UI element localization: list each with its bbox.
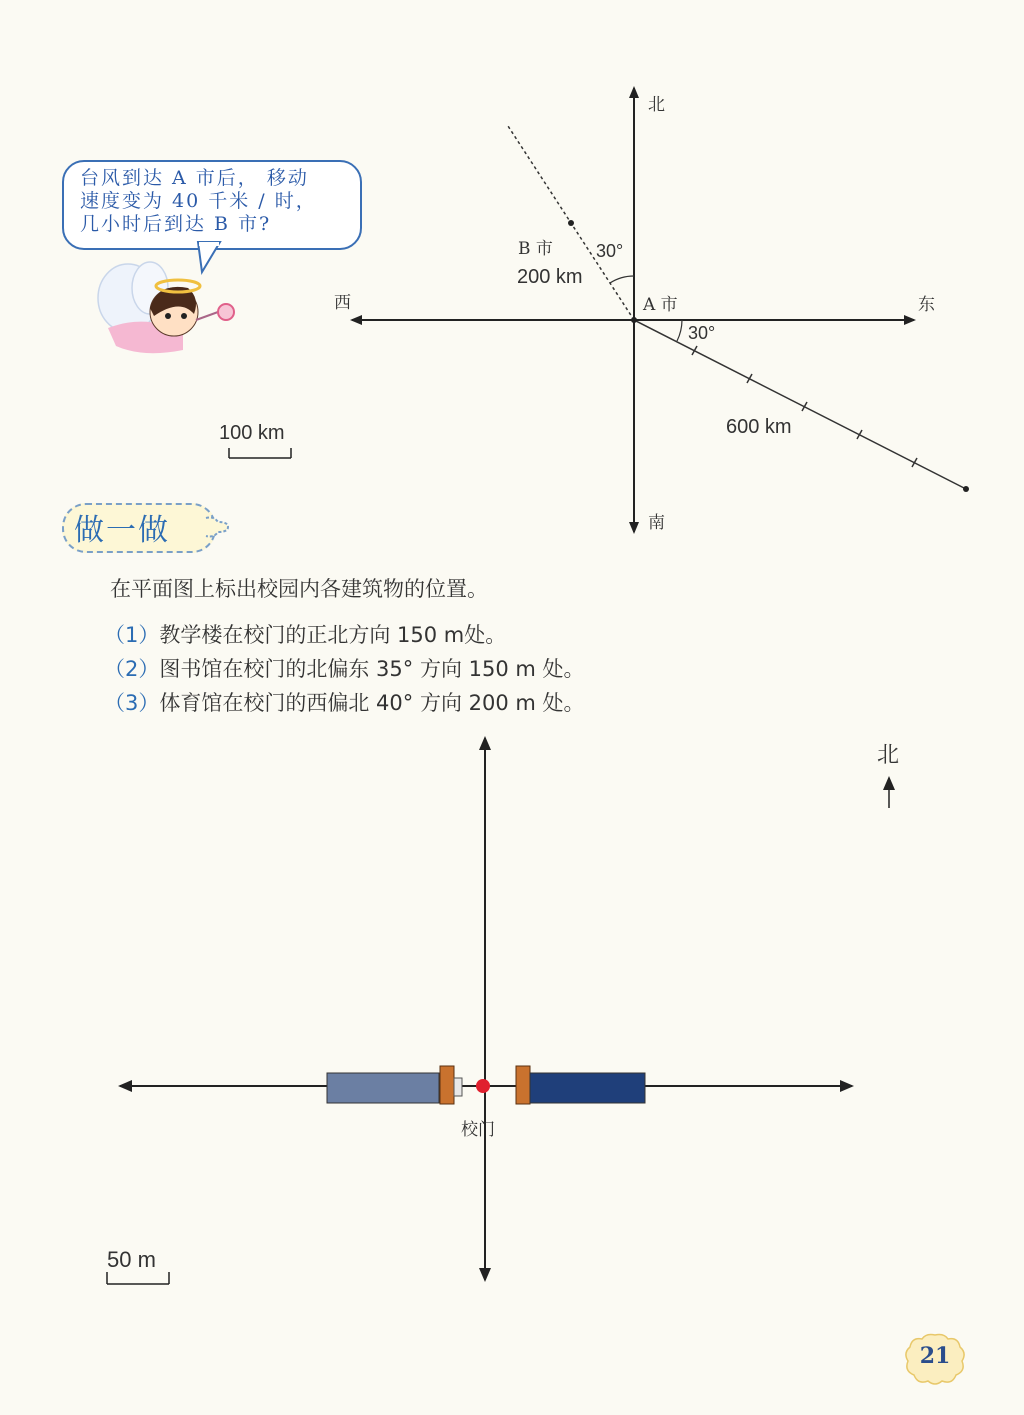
west-label: 西	[334, 293, 351, 313]
angle-se-label: 30°	[688, 323, 716, 343]
item-text: 图书馆在校门的北偏东 35° 方向 150 m 处。	[159, 657, 585, 681]
east-label: 东	[918, 295, 935, 315]
item-number: （1）	[104, 623, 160, 647]
item-number: （2）	[104, 657, 160, 681]
bubble-line: 台风到达 A 市后， 移动	[80, 167, 309, 189]
campus-map	[0, 720, 1024, 1300]
campus-north-label: 北	[877, 743, 900, 768]
gate-point	[476, 1079, 490, 1093]
scale-label: 100 km	[219, 422, 285, 444]
path-tick-marks	[692, 346, 917, 467]
bubble-line: 速度变为 40 千米 / 时，	[80, 190, 317, 212]
distance-b-label: 200 km	[517, 266, 583, 288]
city-b-label: B 市	[518, 239, 553, 259]
typhoon-point	[963, 486, 969, 492]
city-b-point	[568, 220, 574, 226]
gate-pillar-right	[516, 1066, 530, 1104]
gate-wall-left	[327, 1073, 439, 1103]
campus-scale-label: 50 m	[107, 1247, 156, 1272]
typhoon-map	[0, 0, 1024, 560]
north-label: 北	[648, 95, 665, 115]
city-a-point	[631, 317, 637, 323]
activity-item	[104, 687, 585, 717]
item-number: （3）	[104, 691, 160, 715]
tag-tip	[204, 514, 232, 540]
page-number: 21	[919, 1343, 951, 1369]
activity-intro: 在平面图上标出校园内各建筑物的位置。	[110, 577, 488, 601]
bubble-line: 几小时后到达 B 市?	[80, 213, 272, 235]
south-label: 南	[648, 513, 665, 533]
gate-label: 校门	[461, 1120, 495, 1140]
angle-b-label: 30°	[596, 241, 624, 261]
item-text: 体育馆在校门的西偏北 40° 方向 200 m 处。	[159, 691, 585, 715]
item-text: 教学楼在校门的正北方向 150 m处。	[159, 623, 507, 647]
distance-se-label: 600 km	[726, 416, 792, 438]
angle-arc-b	[610, 276, 634, 283]
gate-wall-right	[530, 1073, 645, 1103]
gate-pillar-left	[440, 1066, 454, 1104]
activity-item	[104, 653, 585, 683]
activity-title: 做一做	[74, 513, 170, 548]
city-a-label: A 市	[643, 295, 678, 315]
angle-arc-se	[677, 320, 682, 341]
typhoon-path-line	[634, 320, 966, 489]
activity-item	[104, 619, 506, 649]
gate-lamp-left	[454, 1078, 462, 1096]
